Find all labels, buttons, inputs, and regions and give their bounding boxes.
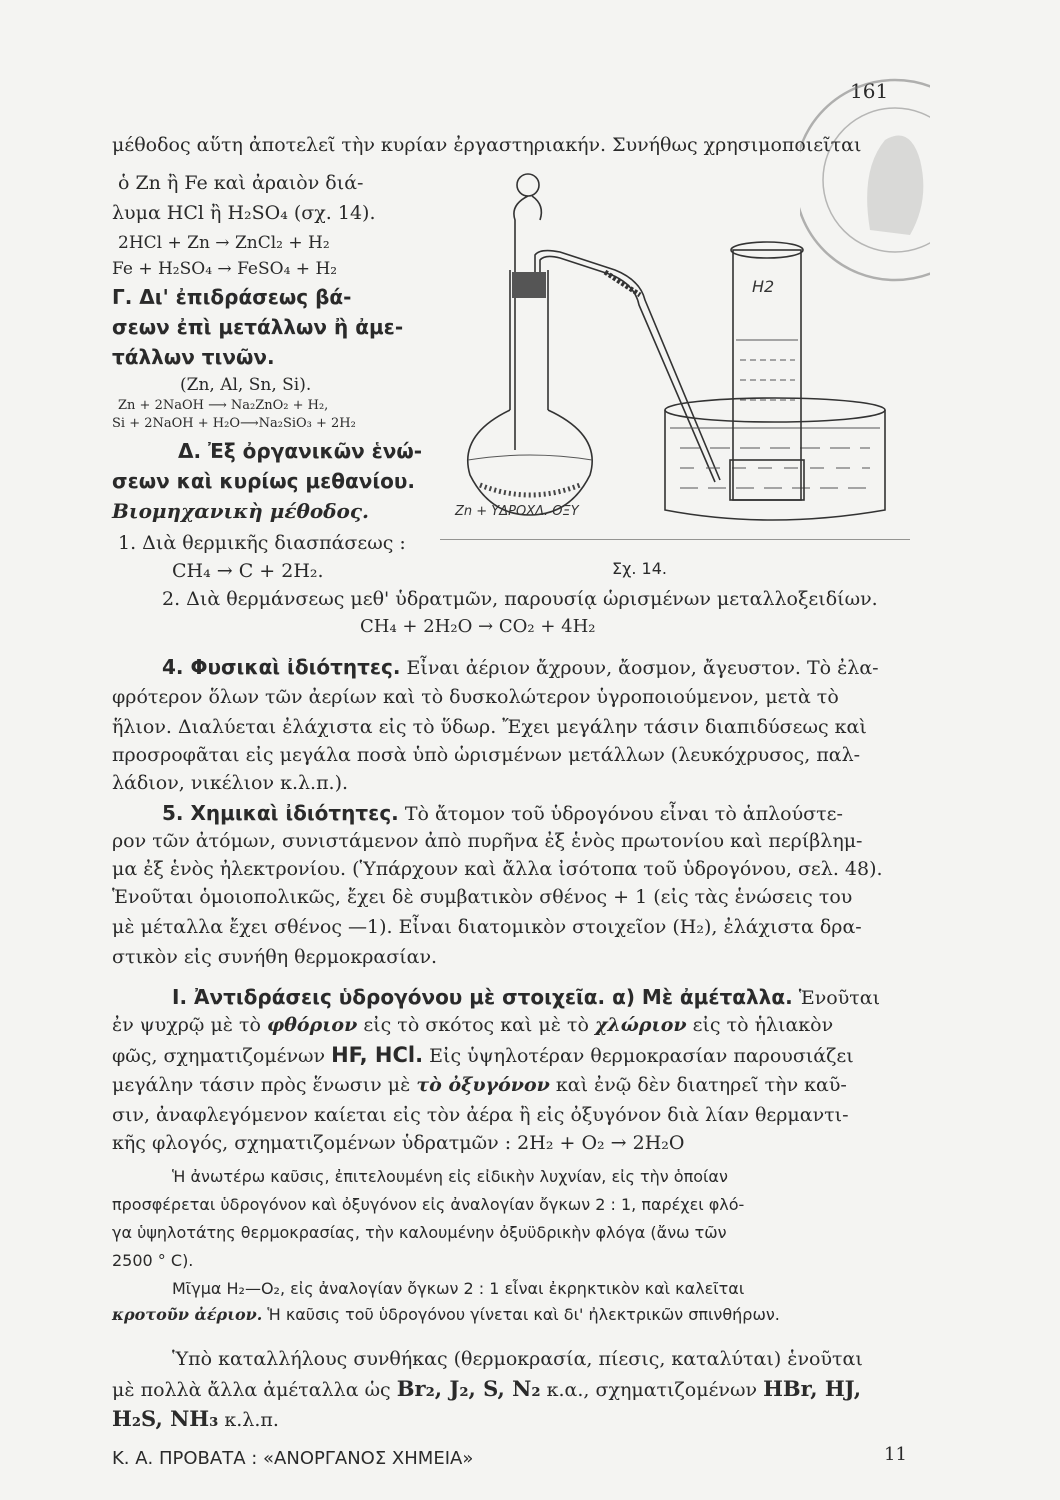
reactions-line-6: κῆς φλογός, σχηματιζομένων ὑδρατμῶν : 2H₂ + O₂ → 2H₂O: [112, 1132, 685, 1154]
section-d-item1: 1. Διὰ θερμικῆς διασπάσεως :: [118, 532, 406, 554]
figure-label-bottom: Zn + ΥΔΡΟΧΛ. ΟΞΥ: [455, 504, 579, 519]
section-g-title-3: τάλλων τινῶν.: [112, 345, 275, 369]
final-line-1: Ὑπὸ καταλλήλους συνθήκας (θερμοκρασία, πίεσις, καταλύται) ἑνοῦται: [172, 1348, 863, 1370]
final-line-3: [112, 1404, 279, 1435]
physical-properties-line-1: [162, 652, 879, 683]
chemical-properties-line-1: [162, 798, 843, 829]
reactions-text-2b: εἰς τὸ σκότος καὶ μὲ τὸ: [363, 1014, 589, 1036]
apparatus-figure: [440, 160, 910, 540]
reactions-heading: I. Ἀντιδράσεις ὑδρογόνου μὲ στοιχεῖα. α) Μὲ ἀμέταλλα.: [172, 985, 793, 1009]
note2-line-2: [112, 1304, 780, 1326]
reactions-line-2: [112, 1010, 833, 1040]
section-g-eq2: Si + 2NaOH + H₂O⟶Na₂SiO₃ + 2H₂: [112, 416, 356, 431]
chemical-properties-line-5: μὲ μέταλλα ἔχει σθένος —1). Εἶναι διατομικὸν στοιχεῖον (H₂), ἐλάχιστα δρα-: [112, 916, 862, 938]
final-text-3b: κ.λ.π.: [224, 1409, 279, 1431]
note1-line-3: γα ὑψηλοτάτης θερμοκρασίας, τὴν καλουμένην ὀξυϋδρικὴν φλόγα (ἄνω τῶν: [112, 1223, 727, 1242]
hbr-hj-formulas: HBr, HJ,: [763, 1376, 862, 1401]
section-g-title: Γ. Δι' ἐπιδράσεως βά-: [112, 285, 352, 309]
chemical-properties-line-6: στικὸν εἰς συνήθη θερμοκρασίαν.: [112, 946, 438, 968]
intro-line-3: λυμα HCl ἢ H₂SO₄ (σχ. 14).: [112, 202, 376, 224]
note1-line-4: 2500 ° C).: [112, 1251, 194, 1270]
equation-hcl-zn: 2HCl + Zn → ZnCl₂ + H₂: [118, 233, 330, 253]
reactions-text-3a: φῶς, σχηματιζομένων: [112, 1045, 326, 1067]
knallgas-term: κροτοῦν ἀέριον.: [112, 1305, 263, 1324]
intro-line: μέθοδος αὕτη ἀποτελεῖ τὴν κυρίαν ἐργαστηριακήν. Συνήθως χρησιμοποιεῖται: [112, 134, 862, 156]
equation-fe-h2so4: Fe + H₂SO₄ → FeSO₄ + H₂: [112, 259, 338, 279]
reactions-text-2a: ἐν ψυχρῷ μὲ τὸ: [112, 1014, 261, 1036]
section-d-item2-eq: CH₄ + 2H₂O → CO₂ + 4H₂: [360, 616, 596, 637]
chemical-properties-line-3: μα ἐξ ἑνὸς ἠλεκτρονίου. (Ὑπάρχουν καὶ ἄλλα ἰσότοπα τοῦ ὑδρογόνου, σελ. 48).: [112, 858, 883, 880]
chemical-properties-line-2: ρον τῶν ἀτόμων, συνιστάμενον ἀπὸ πυρῆνα ἐξ ἑνὸς πρωτονίου καὶ περίβλημ-: [112, 830, 863, 852]
hf-hcl-formulas: HF, HCl.: [331, 1043, 424, 1067]
nonmetal-formulas: Br₂, J₂, S, N₂: [396, 1376, 541, 1401]
reactions-text-4b: καὶ ἐνῷ δὲν διατηρεῖ τὴν καῦ-: [555, 1074, 847, 1096]
note2-text-2: Ἡ καῦσις τοῦ ὑδρογόνου γίνεται καὶ δι' ἠλεκτρικῶν σπινθήρων.: [267, 1305, 780, 1324]
final-line-2: [112, 1374, 861, 1405]
section-d-title: Δ. Ἐξ ὀργανικῶν ἑνώ-: [178, 439, 423, 463]
oxygen-term: τὸ ὀξυγόνον: [416, 1074, 550, 1096]
reactions-line-1: [172, 982, 880, 1013]
physical-properties-heading: 4. Φυσικαὶ ἰδιότητες.: [162, 655, 401, 679]
physical-properties-line-4: προσροφᾶται εἰς μεγάλα ποσὰ ὑπὸ ὡρισμένων μετάλλων (λευκόχρυσος, παλ-: [112, 744, 861, 766]
section-d-method: Βιομηχανικὴ μέθοδος.: [112, 499, 369, 523]
footer-book-title: Κ. Α. ΠΡΟΒΑΤΑ : «ΑΝΟΡΓΑΝΟΣ ΧΗΜΕΙΑ»: [112, 1448, 474, 1469]
reactions-text-2c: εἰς τὸ ἡλιακὸν: [692, 1014, 834, 1036]
note1-line-2: προσφέρεται ὑδρογόνον καὶ ὀξυγόνον εἰς ἀναλογίαν ὄγκων 2 : 1, παρέχει φλό-: [112, 1195, 745, 1214]
reactions-text-1: Ἑνοῦται: [798, 987, 881, 1009]
section-d-item1-eq: CH₄ → C + 2H₂.: [172, 560, 324, 582]
reactions-line-3: [112, 1040, 854, 1071]
reactions-line-5: σιν, ἀναφλεγόμενον καίεται εἰς τὸν ἀέρα ἢ εἰς ὀξυγόνον διὰ λίαν θερμαντι-: [112, 1104, 849, 1126]
physical-properties-text-1: Εἶναι ἀέριον ἄχρουν, ἄοσμον, ἄγευστον. Τὸ ἐλα-: [406, 657, 879, 679]
figure-caption: Σχ. 14.: [612, 559, 667, 578]
fluorine-term: φθόριον: [267, 1014, 358, 1036]
reactions-line-4: [112, 1070, 847, 1100]
physical-properties-line-3: ἥλιον. Διαλύεται ἐλάχιστα εἰς τὸ ὕδωρ. Ἔχει μεγάλην τάσιν διαπιδύσεως καὶ: [112, 716, 867, 738]
note2-line-1: Μῖγμα H₂—O₂, εἰς ἀναλογίαν ὄγκων 2 : 1 εἶναι ἐκρηκτικὸν καὶ καλεῖται: [172, 1279, 745, 1298]
final-text-2b: κ.α., σχηματιζομένων: [546, 1379, 758, 1401]
chemical-properties-text-1: Τὸ ἄτομον τοῦ ὑδρογόνου εἶναι τὸ ἁπλούστε-: [404, 803, 843, 825]
physical-properties-line-2: φρότερον ὅλων τῶν ἀερίων καὶ τὸ δυσκολώτερον ὑγροποιούμενον, μετὰ τὸ: [112, 686, 839, 708]
figure-label-h2: H2: [752, 277, 775, 296]
intro-line-2: ὁ Zn ἢ Fe καὶ ἀραιὸν διά-: [118, 172, 364, 194]
chlorine-term: χλώριον: [594, 1014, 687, 1036]
reactions-text-4a: μεγάλην τάσιν πρὸς ἕνωσιν μὲ: [112, 1074, 411, 1096]
footer-signature-number: 11: [884, 1444, 907, 1465]
h2s-nh3-formulas: H₂S, NH₃: [112, 1406, 219, 1431]
reactions-text-3b: Εἰς ὑψηλοτέραν θερμοκρασίαν παρουσιάζει: [429, 1045, 854, 1067]
section-g-elements: (Zn, Al, Sn, Si).: [180, 375, 312, 395]
note1-line-1: Ἡ ἀνωτέρω καῦσις, ἐπιτελουμένη εἰς εἰδικὴν λυχνίαν, εἰς τὴν ὁποίαν: [172, 1167, 728, 1186]
page-number: 161: [850, 79, 889, 103]
chemical-properties-heading: 5. Χημικαὶ ἰδιότητες.: [162, 801, 399, 825]
section-g-title-2: σεων ἐπὶ μετάλλων ἢ ἀμε-: [112, 315, 404, 339]
physical-properties-line-5: λάδιον, νικέλιον κ.λ.π.).: [112, 772, 349, 794]
chemical-properties-line-4: Ἑνοῦται ὁμοιοπολικῶς, ἔχει δὲ συμβατικὸν σθένος + 1 (εἰς τὰς ἑνώσεις του: [112, 886, 853, 908]
section-d-title-2: σεων καὶ κυρίως μεθανίου.: [112, 469, 415, 493]
final-text-2a: μὲ πολλὰ ἄλλα ἀμέταλλα ὡς: [112, 1379, 391, 1401]
section-g-eq1: Zn + 2NaOH ⟶ Na₂ZnO₂ + H₂,: [118, 398, 329, 413]
section-d-item2: 2. Διὰ θερμάνσεως μεθ' ὑδρατμῶν, παρουσίᾳ ὡρισμένων μεταλλοξειδίων.: [162, 588, 878, 610]
